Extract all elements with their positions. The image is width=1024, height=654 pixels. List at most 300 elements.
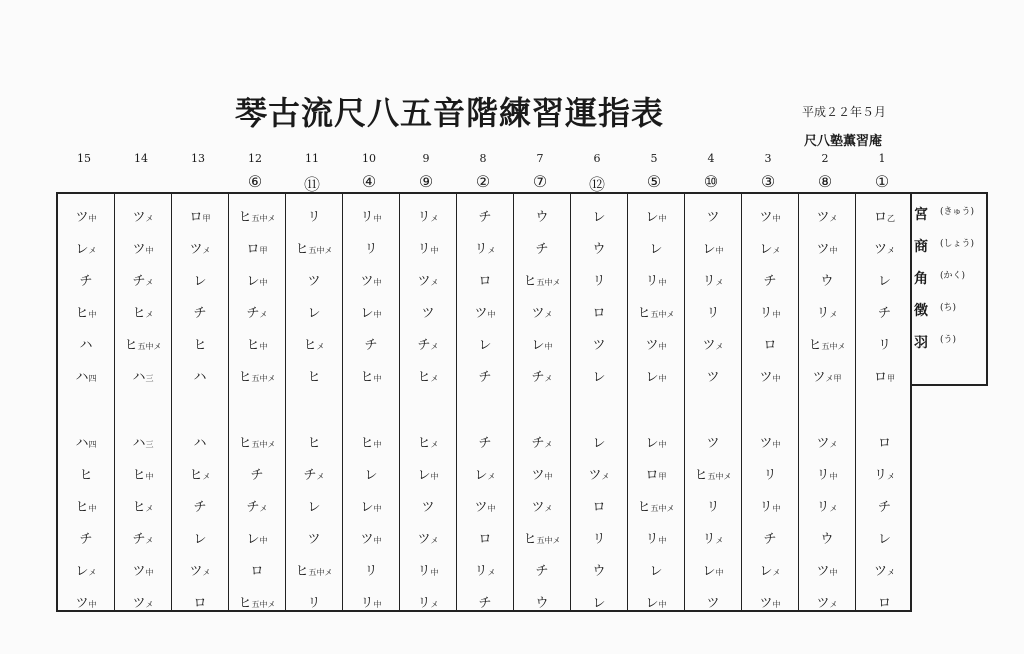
scale-legend bbox=[910, 192, 988, 386]
fingering-note: レ bbox=[474, 468, 488, 483]
fingering-modifier: メ甲 bbox=[825, 374, 842, 383]
table-cell bbox=[58, 270, 114, 289]
table-cell bbox=[856, 432, 913, 451]
fingering-note: リ bbox=[364, 242, 378, 257]
table-cell bbox=[799, 560, 855, 579]
fingering-modifier: 中 bbox=[658, 536, 667, 545]
fingering-modifier: 中 bbox=[544, 472, 553, 481]
table-cell bbox=[628, 496, 684, 515]
column-number: 1 bbox=[878, 152, 886, 165]
fingering-modifier: 中 bbox=[373, 310, 382, 319]
fingering-note: ロ bbox=[873, 210, 887, 225]
table-cell bbox=[58, 496, 114, 515]
fingering-note: ヒ bbox=[75, 306, 89, 321]
table-cell bbox=[286, 366, 342, 385]
fingering-note: チ bbox=[535, 564, 549, 579]
fingering-note: ヒ bbox=[523, 532, 537, 547]
fingering-note: ツ bbox=[474, 306, 488, 321]
table-cell bbox=[685, 464, 741, 483]
fingering-modifier: 中 bbox=[772, 600, 781, 609]
table-cell bbox=[400, 366, 456, 385]
table-cell bbox=[286, 592, 342, 611]
column-number: 12 bbox=[248, 152, 262, 165]
fingering-note: ツ bbox=[812, 370, 826, 385]
fingering-note: チ bbox=[763, 532, 777, 547]
fingering-note: ハ bbox=[132, 370, 146, 385]
fingering-note: ツ bbox=[645, 338, 659, 353]
fingering-note: ハ bbox=[75, 436, 89, 451]
fingering-note: ヒ bbox=[307, 370, 321, 385]
circled-number: ③ bbox=[760, 172, 776, 191]
document-title: 琴古流尺八五音階練習運指表 bbox=[235, 94, 665, 132]
fingering-note: チ bbox=[531, 436, 545, 451]
fingering-note: ツ bbox=[189, 564, 203, 579]
fingering-modifier: メ bbox=[316, 342, 325, 351]
table-cell bbox=[58, 464, 114, 483]
table-cell bbox=[571, 496, 627, 515]
fingering-note: チ bbox=[246, 306, 260, 321]
table-cell bbox=[799, 238, 855, 257]
fingering-modifier: 甲 bbox=[887, 374, 895, 383]
fingering-modifier: 四 bbox=[88, 440, 97, 449]
table-cell bbox=[628, 560, 684, 579]
fingering-modifier: 三 bbox=[145, 374, 154, 383]
fingering-note: ツ bbox=[706, 596, 720, 611]
fingering-note: ハ bbox=[193, 436, 207, 451]
fingering-note: ツ bbox=[816, 564, 830, 579]
table-cell bbox=[58, 238, 114, 257]
table-cell bbox=[685, 302, 741, 321]
fingering-note: リ bbox=[877, 338, 891, 353]
table-cell bbox=[286, 334, 342, 353]
table-cell bbox=[58, 432, 114, 451]
fingering-note: ハ bbox=[132, 436, 146, 451]
fingering-note: ロ bbox=[645, 468, 659, 483]
table-cell bbox=[571, 270, 627, 289]
fingering-modifier: メ bbox=[145, 536, 154, 545]
table-cell bbox=[58, 592, 114, 611]
column-number: 11 bbox=[305, 152, 319, 165]
table-cell bbox=[58, 302, 114, 321]
fingering-modifier: メ bbox=[259, 310, 268, 319]
fingering-note: ヒ bbox=[75, 500, 89, 515]
table-cell bbox=[343, 528, 399, 547]
table-cell bbox=[514, 560, 570, 579]
fingering-note: ヒ bbox=[238, 596, 252, 611]
fingering-note: ツ bbox=[474, 500, 488, 515]
fingering-modifier: 五中メ bbox=[650, 504, 675, 513]
table-cell bbox=[571, 366, 627, 385]
fingering-note: リ bbox=[417, 242, 431, 257]
fingering-note: レ bbox=[759, 242, 773, 257]
fingering-modifier: 中 bbox=[430, 472, 439, 481]
table-cell bbox=[742, 432, 798, 451]
fingering-note: リ bbox=[364, 564, 378, 579]
table-column bbox=[286, 194, 343, 610]
circled-number: ⑤ bbox=[646, 172, 662, 191]
fingering-modifier: 五中メ bbox=[251, 214, 276, 223]
fingering-note: ウ bbox=[592, 242, 606, 257]
table-cell bbox=[856, 560, 913, 579]
fingering-note: レ bbox=[478, 338, 492, 353]
fingering-note: ロ bbox=[763, 338, 777, 353]
document-author: 尺八塾薫習庵 bbox=[804, 134, 883, 149]
table-cell bbox=[685, 270, 741, 289]
table-cell bbox=[229, 592, 285, 611]
fingering-modifier: メ bbox=[887, 472, 895, 481]
fingering-modifier: 甲 bbox=[202, 214, 211, 223]
table-cell bbox=[799, 496, 855, 515]
circled-number: ⑩ bbox=[703, 172, 719, 191]
scale-kanji: 商 bbox=[914, 239, 928, 255]
table-cell bbox=[742, 464, 798, 483]
table-cell bbox=[799, 302, 855, 321]
table-cell bbox=[457, 560, 513, 579]
fingering-modifier: 中 bbox=[658, 440, 667, 449]
table-cell bbox=[343, 238, 399, 257]
circled-number: ⑪ bbox=[303, 175, 320, 194]
column-number: 6 bbox=[593, 152, 601, 165]
table-cell bbox=[115, 270, 171, 289]
fingering-note: リ bbox=[417, 564, 431, 579]
fingering-note: ツ bbox=[132, 596, 146, 611]
fingering-modifier: 中 bbox=[487, 504, 496, 513]
table-cell bbox=[457, 270, 513, 289]
fingering-note: レ bbox=[193, 274, 207, 289]
fingering-note: ヒ bbox=[189, 468, 203, 483]
fingering-modifier: メ bbox=[430, 278, 439, 287]
circled-number: ② bbox=[475, 172, 491, 191]
table-cell bbox=[286, 302, 342, 321]
table-cell bbox=[343, 560, 399, 579]
fingering-modifier: 乙 bbox=[887, 214, 895, 223]
fingering-modifier: 五中メ bbox=[536, 536, 561, 545]
table-cell bbox=[115, 560, 171, 579]
fingering-note: リ bbox=[702, 532, 716, 547]
fingering-modifier: メ bbox=[715, 278, 724, 287]
fingering-modifier: メ bbox=[202, 472, 211, 481]
fingering-note: リ bbox=[360, 596, 374, 611]
table-cell bbox=[400, 206, 456, 225]
fingering-modifier: メ bbox=[145, 310, 154, 319]
fingering-note: リ bbox=[474, 242, 488, 257]
fingering-modifier: メ bbox=[88, 568, 97, 577]
fingering-modifier: 中 bbox=[772, 440, 781, 449]
fingering-note: ヒ bbox=[417, 370, 431, 385]
fingering-modifier: 中 bbox=[772, 504, 781, 513]
fingering-note: ツ bbox=[307, 532, 321, 547]
fingering-note: ツ bbox=[132, 242, 146, 257]
fingering-modifier: 四 bbox=[88, 374, 97, 383]
fingering-note: チ bbox=[193, 306, 207, 321]
fingering-modifier: メ bbox=[829, 310, 838, 319]
fingering-note: ツ bbox=[189, 242, 203, 257]
fingering-modifier: メ bbox=[601, 472, 610, 481]
fingering-modifier: 中 bbox=[373, 440, 382, 449]
table-cell bbox=[172, 238, 228, 257]
fingering-note: チ bbox=[364, 338, 378, 353]
table-cell bbox=[856, 334, 913, 353]
fingering-note: レ bbox=[645, 370, 659, 385]
table-cell bbox=[685, 432, 741, 451]
table-cell bbox=[514, 464, 570, 483]
table-cell bbox=[229, 496, 285, 515]
fingering-note: レ bbox=[649, 242, 663, 257]
fingering-note: ロ bbox=[877, 596, 891, 611]
fingering-note: ハ bbox=[79, 338, 93, 353]
fingering-modifier: 甲 bbox=[259, 246, 268, 255]
table-cell bbox=[115, 432, 171, 451]
fingering-table bbox=[56, 192, 912, 612]
table-cell bbox=[457, 366, 513, 385]
fingering-note: ヒ bbox=[637, 306, 651, 321]
table-cell bbox=[400, 560, 456, 579]
fingering-modifier: 中 bbox=[829, 568, 838, 577]
fingering-modifier: メ bbox=[259, 504, 268, 513]
fingering-note: ヒ bbox=[417, 436, 431, 451]
fingering-note: ヒ bbox=[238, 370, 252, 385]
table-cell bbox=[856, 464, 913, 483]
fingering-modifier: 中 bbox=[544, 342, 553, 351]
table-cell bbox=[628, 366, 684, 385]
fingering-modifier: 甲 bbox=[658, 472, 667, 481]
fingering-note: ウ bbox=[535, 596, 549, 611]
table-cell bbox=[400, 238, 456, 257]
table-cell bbox=[685, 528, 741, 547]
table-cell bbox=[742, 238, 798, 257]
fingering-note: レ bbox=[360, 306, 374, 321]
fingering-modifier: 中 bbox=[373, 504, 382, 513]
fingering-modifier: メ bbox=[715, 342, 724, 351]
fingering-note: レ bbox=[645, 210, 659, 225]
fingering-modifier: 中 bbox=[715, 568, 724, 577]
fingering-modifier: メ bbox=[887, 568, 895, 577]
fingering-note: レ bbox=[645, 436, 659, 451]
fingering-modifier: メ bbox=[430, 536, 439, 545]
fingering-note: ロ bbox=[592, 500, 606, 515]
table-cell bbox=[514, 366, 570, 385]
table-cell bbox=[799, 270, 855, 289]
column-number: 8 bbox=[479, 152, 487, 165]
table-cell bbox=[571, 238, 627, 257]
fingering-note: リ bbox=[307, 596, 321, 611]
fingering-modifier: 中 bbox=[658, 342, 667, 351]
table-cell bbox=[286, 238, 342, 257]
fingering-note: リ bbox=[763, 468, 777, 483]
table-cell bbox=[172, 560, 228, 579]
table-cell bbox=[229, 302, 285, 321]
column-number: 7 bbox=[536, 152, 544, 165]
fingering-note: ヒ bbox=[124, 338, 138, 353]
table-cell bbox=[286, 496, 342, 515]
fingering-note: ツ bbox=[759, 436, 773, 451]
fingering-modifier: 中 bbox=[658, 278, 667, 287]
fingering-note: チ bbox=[132, 274, 146, 289]
circled-number: ⑦ bbox=[532, 172, 548, 191]
fingering-note: ツ bbox=[759, 596, 773, 611]
fingering-note: ツ bbox=[816, 210, 830, 225]
table-column bbox=[343, 194, 400, 610]
fingering-note: ヒ bbox=[360, 436, 374, 451]
fingering-note: ツ bbox=[873, 242, 887, 257]
table-column bbox=[514, 194, 571, 610]
table-column bbox=[172, 194, 229, 610]
fingering-modifier: メ bbox=[772, 568, 781, 577]
table-cell bbox=[514, 528, 570, 547]
table-cell bbox=[229, 238, 285, 257]
fingering-modifier: メ bbox=[544, 440, 553, 449]
fingering-note: レ bbox=[877, 532, 891, 547]
fingering-note: チ bbox=[79, 274, 93, 289]
table-cell bbox=[571, 592, 627, 611]
table-cell bbox=[457, 496, 513, 515]
fingering-note: リ bbox=[592, 274, 606, 289]
fingering-note: ツ bbox=[706, 370, 720, 385]
circled-number: ⑨ bbox=[418, 172, 434, 191]
fingering-note: レ bbox=[360, 500, 374, 515]
scale-reading: (きゅう) bbox=[940, 207, 975, 217]
table-column bbox=[856, 194, 913, 610]
fingering-note: リ bbox=[873, 468, 887, 483]
fingering-note: リ bbox=[816, 468, 830, 483]
table-cell bbox=[628, 432, 684, 451]
table-cell bbox=[115, 366, 171, 385]
fingering-note: ツ bbox=[702, 338, 716, 353]
fingering-modifier: 中 bbox=[259, 536, 268, 545]
table-cell bbox=[58, 560, 114, 579]
fingering-note: リ bbox=[307, 210, 321, 225]
table-cell bbox=[457, 528, 513, 547]
table-cell bbox=[115, 238, 171, 257]
fingering-note: ロ bbox=[250, 564, 264, 579]
fingering-note: リ bbox=[759, 306, 773, 321]
fingering-note: ロ bbox=[478, 274, 492, 289]
fingering-modifier: メ bbox=[487, 472, 496, 481]
fingering-note: ウ bbox=[592, 564, 606, 579]
fingering-note: チ bbox=[250, 468, 264, 483]
circled-number: ⑥ bbox=[247, 172, 263, 191]
table-cell bbox=[400, 270, 456, 289]
table-cell bbox=[742, 366, 798, 385]
table-cell bbox=[229, 206, 285, 225]
fingering-note: チ bbox=[478, 596, 492, 611]
table-cell bbox=[115, 528, 171, 547]
column-number: 14 bbox=[134, 152, 148, 165]
fingering-modifier: 中 bbox=[658, 214, 667, 223]
fingering-note: レ bbox=[649, 564, 663, 579]
fingering-modifier: メ bbox=[487, 246, 496, 255]
table-cell bbox=[343, 366, 399, 385]
fingering-note: リ bbox=[816, 306, 830, 321]
fingering-note: ヒ bbox=[193, 338, 207, 353]
fingering-note: ツ bbox=[132, 210, 146, 225]
fingering-note: ツ bbox=[816, 242, 830, 257]
fingering-note: レ bbox=[193, 532, 207, 547]
fingering-note: ロ bbox=[873, 370, 887, 385]
fingering-note: ツ bbox=[759, 210, 773, 225]
fingering-note: ツ bbox=[417, 274, 431, 289]
fingering-modifier: 五中メ bbox=[308, 568, 333, 577]
table-cell bbox=[799, 334, 855, 353]
table-cell bbox=[286, 560, 342, 579]
fingering-modifier: 中 bbox=[145, 472, 154, 481]
fingering-note: ツ bbox=[816, 436, 830, 451]
table-cell bbox=[115, 592, 171, 611]
table-cell bbox=[457, 432, 513, 451]
table-cell bbox=[172, 496, 228, 515]
table-cell bbox=[742, 334, 798, 353]
fingering-note: ヒ bbox=[132, 306, 146, 321]
fingering-modifier: 中 bbox=[373, 374, 382, 383]
table-cell bbox=[628, 464, 684, 483]
fingering-note: レ bbox=[75, 564, 89, 579]
fingering-modifier: 五中メ bbox=[308, 246, 333, 255]
table-cell bbox=[343, 464, 399, 483]
fingering-modifier: 中 bbox=[430, 568, 439, 577]
fingering-note: チ bbox=[478, 370, 492, 385]
table-cell bbox=[286, 432, 342, 451]
fingering-note: ツ bbox=[706, 210, 720, 225]
table-cell bbox=[400, 464, 456, 483]
fingering-note: レ bbox=[592, 370, 606, 385]
table-cell bbox=[571, 302, 627, 321]
table-cell bbox=[115, 464, 171, 483]
table-cell bbox=[400, 302, 456, 321]
table-cell bbox=[172, 528, 228, 547]
table-cell bbox=[685, 366, 741, 385]
fingering-modifier: 中 bbox=[658, 374, 667, 383]
fingering-note: リ bbox=[417, 596, 431, 611]
fingering-note: レ bbox=[702, 564, 716, 579]
fingering-note: ロ bbox=[193, 596, 207, 611]
fingering-note: ヒ bbox=[523, 274, 537, 289]
fingering-note: ツ bbox=[531, 468, 545, 483]
fingering-modifier: 五中メ bbox=[707, 472, 732, 481]
fingering-modifier: 中 bbox=[88, 504, 97, 513]
table-cell bbox=[628, 206, 684, 225]
table-cell bbox=[229, 366, 285, 385]
fingering-note: ツ bbox=[417, 532, 431, 547]
table-cell bbox=[685, 592, 741, 611]
column-number: 5 bbox=[650, 152, 658, 165]
fingering-modifier: メ bbox=[829, 440, 838, 449]
scale-degree bbox=[910, 204, 986, 224]
fingering-modifier: メ bbox=[715, 536, 724, 545]
fingering-note: レ bbox=[246, 532, 260, 547]
fingering-note: ロ bbox=[189, 210, 203, 225]
fingering-note: チ bbox=[303, 468, 317, 483]
fingering-note: チ bbox=[877, 500, 891, 515]
fingering-modifier: 五中メ bbox=[536, 278, 561, 287]
fingering-modifier: 中 bbox=[88, 310, 97, 319]
fingering-modifier: 五中メ bbox=[137, 342, 162, 351]
table-cell bbox=[742, 302, 798, 321]
table-cell bbox=[685, 238, 741, 257]
fingering-note: レ bbox=[645, 596, 659, 611]
table-cell bbox=[856, 206, 913, 225]
fingering-modifier: 中 bbox=[430, 246, 439, 255]
fingering-note: リ bbox=[759, 500, 773, 515]
fingering-note: ツ bbox=[588, 468, 602, 483]
table-column bbox=[457, 194, 514, 610]
table-cell bbox=[799, 432, 855, 451]
fingering-note: チ bbox=[246, 500, 260, 515]
table-cell bbox=[286, 528, 342, 547]
fingering-note: リ bbox=[417, 210, 431, 225]
table-cell bbox=[115, 496, 171, 515]
fingering-modifier: メ bbox=[544, 310, 553, 319]
fingering-modifier: メ bbox=[145, 504, 154, 513]
